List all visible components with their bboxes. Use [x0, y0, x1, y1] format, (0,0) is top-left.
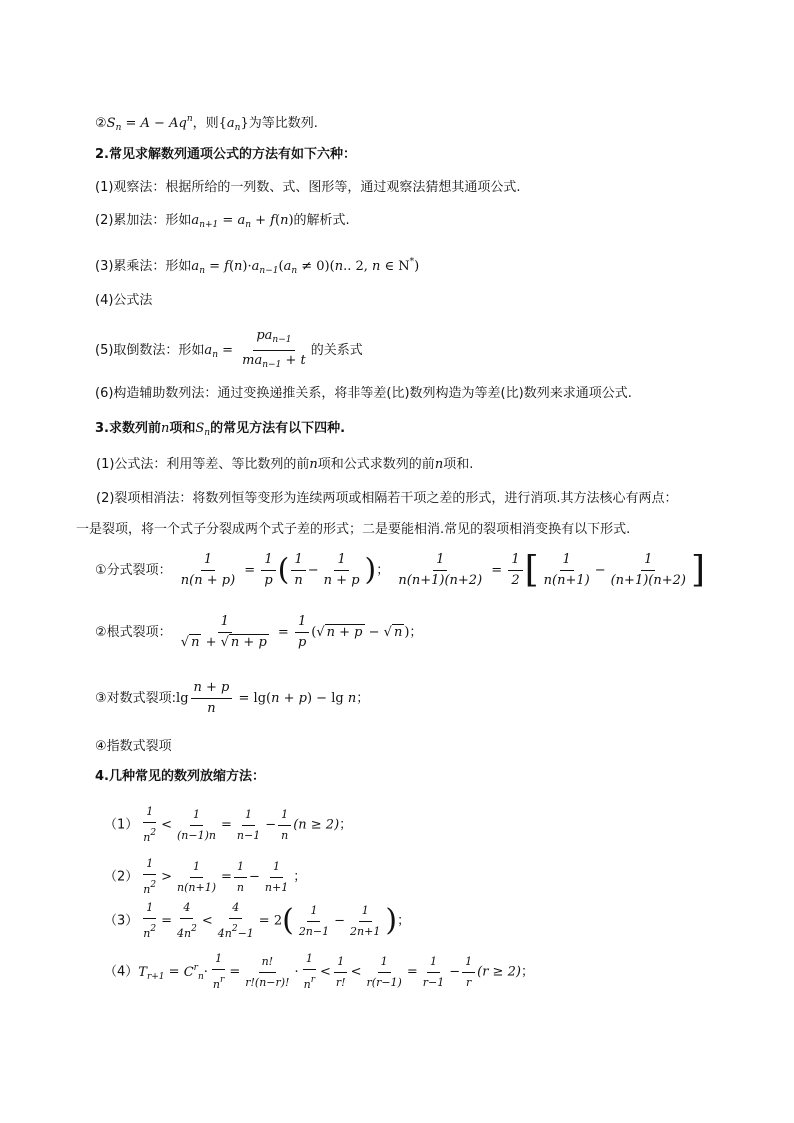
text: ；	[520, 964, 534, 980]
split-radical: ②根式裂项： $\frac{1}{√ n + √ n + p}$ = $\frac{1}{p}$ (√ n + p − √ n )；	[95, 614, 423, 650]
sum-method-split-cont: 一是裂项，将一个式子分裂成两个式子差的形式；二是要能相消.常见的裂项相消变换有以下形式.	[76, 522, 631, 537]
scaling-2: （2） $\frac{1}{n^2}$ > $\frac{1}{n(n+1)}$ = $\frac{1}{n}$ − $\frac{1}{n+1}$ ；	[104, 857, 307, 896]
text: ；	[376, 563, 390, 578]
text: ③对数式裂项:	[95, 691, 177, 706]
scaling-3: （3） $\frac{1}{n^2}$ = $\frac{4}{4n^2}$ < $\frac{4}{4n^2-1}$ = 2( $\frac{1}{2n-1}$ − $\frac{1}{2n+1}$ )；	[104, 901, 411, 940]
method-construct: (6)构造辅助数列法：通过变换递推关系，将非等差(比)数列构造为等差(比)数列来求通项公式.	[95, 386, 632, 401]
section-heading-2: 2.常见求解数列通项公式的方法有如下六种：	[95, 147, 356, 162]
condition: (n ≥ 2)	[293, 817, 340, 833]
text: 为等比数列.	[248, 116, 318, 131]
text: 的关系式	[310, 343, 363, 358]
method-multiply: (3)累乘法：形如$a_n = f(n)\cdot a_{n-1}(a_n \ne 0)(n$.. 2, n ∈ N*)	[95, 257, 420, 276]
text: 项和公式求数列的前	[317, 457, 435, 472]
text: 的解析式.	[293, 213, 350, 228]
text: 的常见方法有以下四种.	[210, 421, 346, 436]
scaling-1: （1） $\frac{1}{n^2}$ < $\frac{1}{(n-1)n}$ = $\frac{1}{n-1}$ − $\frac{1}{n}$ (n ≥ 2)；	[104, 805, 353, 844]
text: ②根式裂项：	[95, 625, 172, 640]
section-heading-4: 4.几种常见的数列放缩方法：	[95, 769, 265, 784]
text: 项和.	[443, 457, 474, 472]
text: 项和	[169, 421, 196, 436]
text: ；	[356, 691, 370, 706]
text: （3）	[104, 913, 139, 929]
text: ；	[409, 625, 423, 640]
section-heading-3: 3.求数列前n项和$S_n$的常见方法有以下四种.	[95, 421, 346, 438]
text: (2)累加法：形如	[95, 213, 192, 228]
method-observation: (1)观察法：根据所给的一列数、式、图形等，通过观察法猜想其通项公式.	[95, 180, 521, 195]
text: (1)公式法：利用等差、等比数列的前	[96, 457, 310, 472]
text: （1）	[104, 817, 139, 833]
split-fraction: ①分式裂项： $\frac{1}{n(n + p)}$ = $\frac{1}{p}$ ( $\frac{1}{n}$ − $\frac{1}{n + p}$ )； $\frac{1}{n(n+1)(n+2)}$ = $\frac{1}{2}$ [ $\frac{1}{n(n+1)}$ − $\frac{1}{(n+1)(n+2)}$ ]	[95, 549, 706, 591]
text: ；	[293, 869, 307, 885]
split-exponential: ④指数式裂项	[95, 739, 172, 754]
sum-method-split: (2)裂项相消法：将数列恒等变形为连续两项或相隔若干项之差的形式，进行消项.其方法核心有两点：	[96, 491, 678, 506]
text: （2）	[104, 869, 139, 885]
sum-method-formula: (1)公式法：利用等差、等比数列的前n项和公式求数列的前n项和.	[96, 457, 474, 472]
circled-number: ②	[95, 116, 107, 131]
condition: (r ≥ 2)	[477, 964, 521, 980]
text: （4）	[104, 964, 139, 980]
text: (3)累乘法：形如	[95, 259, 192, 274]
math-n: n	[160, 421, 170, 436]
text: 3.求数列前	[95, 421, 161, 436]
text: (5)取倒数法：形如	[95, 343, 205, 358]
text: ①分式裂项：	[95, 563, 172, 578]
text: ；	[339, 817, 353, 833]
method-formula: (4)公式法	[95, 293, 153, 308]
scaling-4: $(4)T_{r+1} = C^r_n\cdot$ $\frac{1}{n^r}$ = $\frac{n!}{r!(n-r)!}$ · $\frac{1}{n^r}$ < $\frac{1}{r!}$ < $\frac{1}{r(r-1)}$ = $\frac{1}{r-1}$ − $\frac{1}{r}$ (r ≥ 2)；	[104, 952, 534, 991]
text: ；	[397, 913, 411, 929]
text: ，则	[192, 116, 219, 131]
text-line-geometric-condition: $②S_n = A - Aq^n$，则$\{a_n\}$为等比数列.	[95, 114, 318, 133]
method-accumulate: (2)累加法：形如$a_{n+1} = a_n + f(n)$的解析式.	[95, 213, 350, 230]
method-reciprocal: (5)取倒数法：形如$a_n$ = $\frac{pa_{n-1}}{ma_{n-1} + t}$ 的关系式	[95, 328, 363, 370]
split-log: ③对数式裂项:lg $\frac{n + p}{n}$ = lg(n + p) − lg n；	[95, 680, 370, 716]
